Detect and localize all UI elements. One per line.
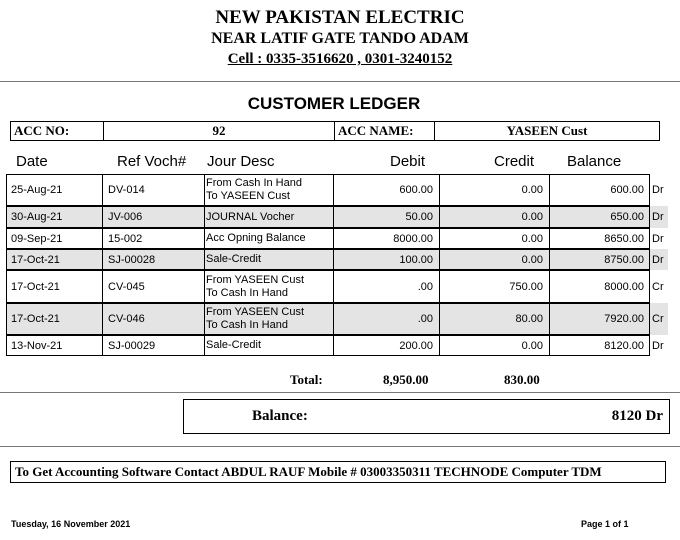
totals-divider: [0, 392, 680, 393]
totals-label: Total:: [290, 372, 323, 387]
row-debit: .00: [333, 303, 440, 335]
row-debit: 8000.00: [333, 228, 440, 249]
row-credit: 0.00: [440, 174, 549, 206]
column-header-date: Date: [16, 153, 48, 170]
row-desc: [205, 303, 333, 335]
row-debit: 200.00: [333, 335, 440, 356]
row-drcr: Cr: [652, 313, 664, 325]
header-divider: [0, 81, 680, 82]
row-ref: 15-002: [102, 228, 205, 249]
table-row: [6, 249, 668, 270]
print-date: Tuesday, 16 November 2021: [11, 519, 131, 529]
row-date: 17-Oct-21: [6, 249, 102, 270]
row-drcr: Cr: [652, 280, 664, 293]
company-cell: Cell : 0335-3516620 , 0301-3240152: [227, 51, 453, 67]
balance-box: [183, 399, 670, 434]
row-desc: Sale-Credit: [205, 249, 333, 270]
row-desc-line2: To YASEEN Cust: [206, 190, 290, 202]
row-credit: 750.00: [440, 270, 549, 303]
row-balance: 8650.00: [549, 228, 650, 249]
row-desc: [205, 270, 333, 303]
table-row: [6, 270, 668, 303]
row-balance: 650.00: [549, 206, 650, 228]
row-date: 17-Oct-21: [6, 303, 102, 335]
report-title: CUSTOMER LEDGER: [247, 94, 421, 113]
row-date: 30-Aug-21: [6, 206, 102, 228]
acc-name-value: YASEEN Cust: [434, 121, 660, 141]
table-row: [6, 206, 668, 228]
row-balance: 8000.00: [549, 270, 650, 303]
row-debit: 50.00: [333, 206, 440, 228]
table-row: [6, 303, 668, 335]
row-debit: 100.00: [333, 249, 440, 270]
row-credit: 0.00: [440, 249, 549, 270]
row-ref: CV-046: [102, 303, 205, 335]
row-debit: .00: [333, 270, 440, 303]
table-row: [6, 335, 668, 356]
row-ref: JV-006: [102, 206, 205, 228]
row-drcr: Dr: [652, 232, 664, 245]
row-balance: 7920.00: [549, 303, 650, 335]
column-header-ref: Ref Voch#: [117, 153, 187, 170]
row-desc-line1: From YASEEN Cust: [206, 306, 305, 318]
row-balance: 600.00: [549, 174, 650, 206]
balance-label: Balance:: [252, 408, 308, 424]
company-address: NEAR LATIF GATE TANDO ADAM: [211, 30, 469, 47]
acc-no-value: 92: [103, 121, 335, 141]
row-credit: 0.00: [440, 228, 549, 249]
balance-value: 8120 Dr: [611, 408, 663, 424]
row-date: 13-Nov-21: [6, 335, 102, 356]
acc-no-label: ACC NO:: [10, 121, 104, 141]
row-credit: 0.00: [440, 206, 549, 228]
row-drcr: Dr: [652, 211, 664, 223]
row-desc: Acc Opning Balance: [205, 228, 333, 249]
row-ref: CV-045: [102, 270, 205, 303]
row-ref: SJ-00028: [102, 249, 205, 270]
row-credit: 80.00: [440, 303, 549, 335]
totals-debit: 8,950.00: [383, 372, 429, 387]
footer-divider: [0, 446, 680, 447]
row-balance: 8120.00: [549, 335, 650, 356]
row-date: 09-Sep-21: [6, 228, 102, 249]
table-row: [6, 228, 668, 249]
row-credit: 0.00: [440, 335, 549, 356]
row-desc-line1: From Cash In Hand: [206, 177, 302, 189]
row-desc-line2: To Cash In Hand: [206, 286, 288, 299]
row-balance: 8750.00: [549, 249, 650, 270]
column-header-debit: Debit: [390, 153, 426, 170]
company-name: NEW PAKISTAN ELECTRIC: [215, 7, 465, 28]
column-header-balance: Balance: [567, 153, 622, 170]
page-number: Page 1 of 1: [581, 519, 629, 529]
row-desc: JOURNAL Vocher: [205, 206, 333, 228]
row-ref: DV-014: [102, 174, 205, 206]
acc-name-label: ACC NAME:: [334, 121, 435, 141]
row-drcr: Dr: [652, 339, 664, 352]
column-header-desc: Jour Desc: [207, 153, 275, 170]
row-ref: SJ-00029: [102, 335, 205, 356]
row-drcr: Dr: [652, 253, 664, 266]
row-desc-line1: From YASEEN Cust: [206, 273, 305, 286]
table-row: [6, 174, 668, 206]
totals-credit: 830.00: [504, 372, 540, 387]
row-desc: Sale-Credit: [205, 335, 333, 356]
row-debit: 600.00: [333, 174, 440, 206]
row-date: 25-Aug-21: [6, 174, 102, 206]
column-header-credit: Credit: [494, 153, 535, 170]
row-desc: [205, 174, 333, 206]
row-desc-line2: To Cash In Hand: [206, 319, 288, 331]
row-drcr: Dr: [652, 184, 664, 196]
row-date: 17-Oct-21: [6, 270, 102, 303]
software-contact-banner: To Get Accounting Software Contact ABDUL RAUF Mobile # 03003350311 TECHNODE Computer TDM: [10, 461, 666, 483]
